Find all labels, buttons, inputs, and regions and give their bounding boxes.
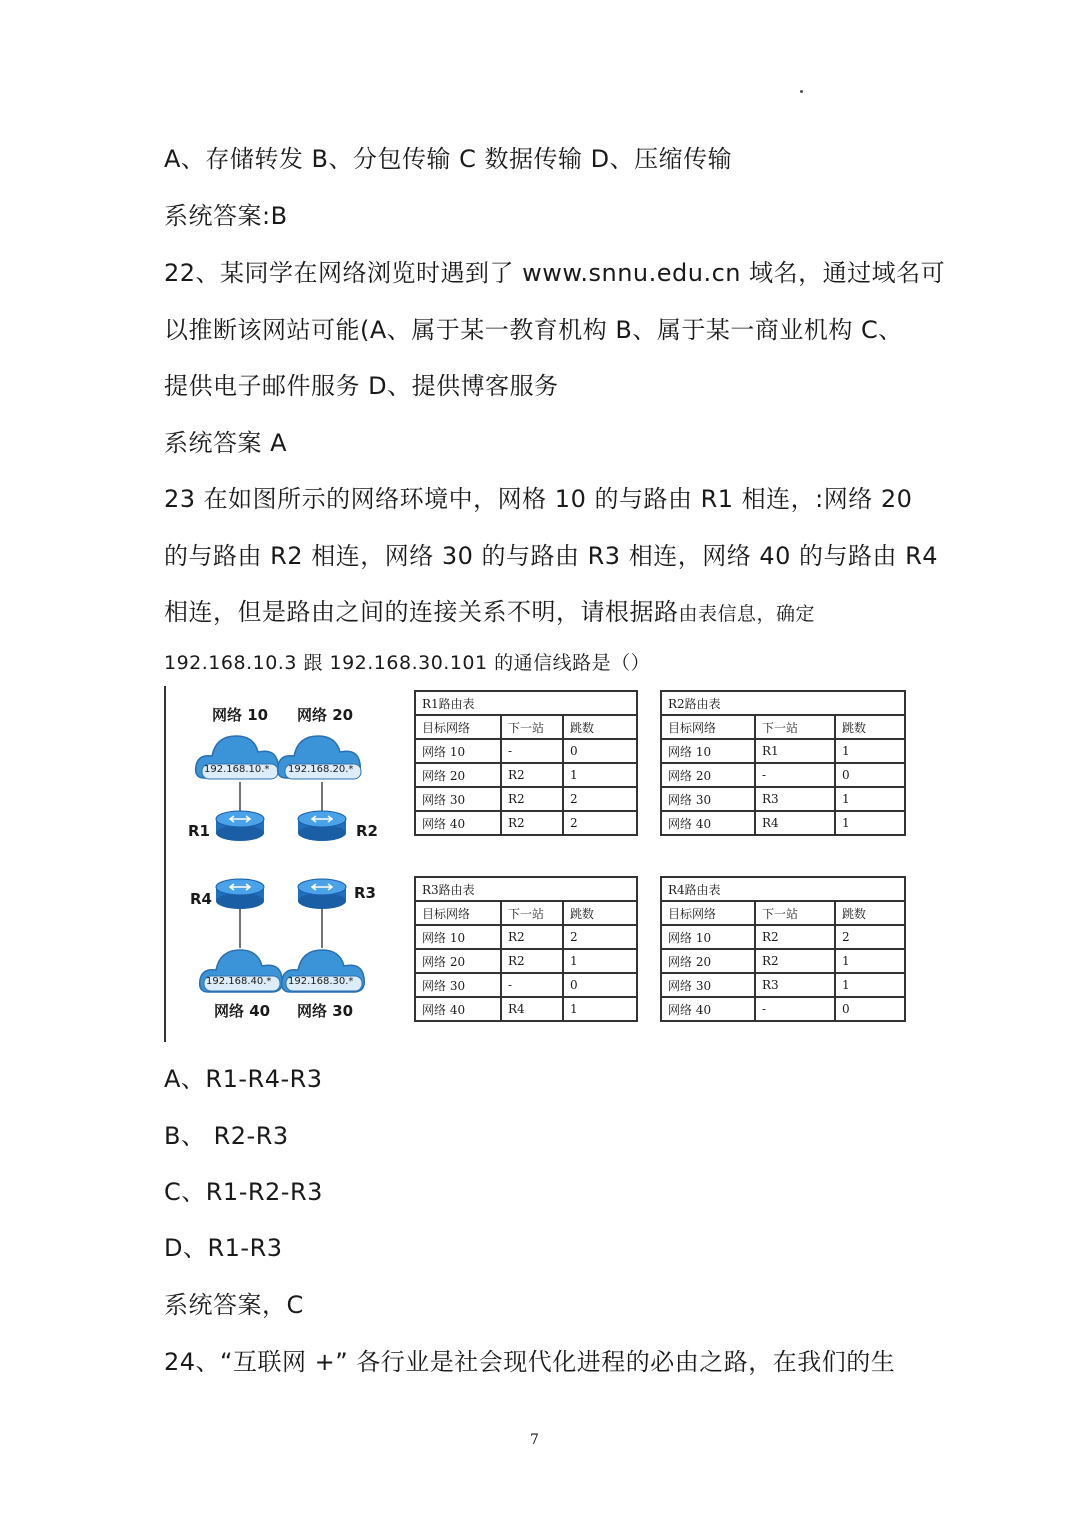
table-cell: 网络 10 xyxy=(415,925,501,949)
router-icon-r4 xyxy=(216,879,264,909)
r2-routing-table xyxy=(660,690,906,836)
q23-option-c: C、R1-R2-R3 xyxy=(164,1178,323,1206)
table-cell: 网络 30 xyxy=(661,973,755,997)
header-cell: 下一站 xyxy=(755,901,835,925)
q23-line-2: 的与路由 R2 相连，网络 30 的与路由 R3 相连，网络 40 的与路由 R4 xyxy=(164,542,939,570)
table-cell: 网络 30 xyxy=(415,973,501,997)
table-cell: 1 xyxy=(563,997,637,1021)
table-cell: R2 xyxy=(755,925,835,949)
q23-option-d: D、R1-R3 xyxy=(164,1234,283,1262)
page-number: 7 xyxy=(530,1432,539,1448)
table-cell: R3 xyxy=(755,973,835,997)
table-cell: 2 xyxy=(563,925,637,949)
table-cell: R1 xyxy=(755,739,835,763)
table-cell: R2 xyxy=(755,949,835,973)
table-cell: 网络 10 xyxy=(415,739,501,763)
table-cell: R2 xyxy=(501,787,563,811)
router-icon-r3 xyxy=(298,879,346,909)
network-figure xyxy=(164,686,914,1046)
q22-line-3: 提供电子邮件服务 D、提供博客服务 xyxy=(164,372,559,400)
router-icon-r1 xyxy=(216,811,264,841)
header-cell: 目标网络 xyxy=(661,901,755,925)
q23-line-3 xyxy=(164,597,815,629)
router-label-r4: R4 xyxy=(190,890,212,908)
router-icon-r2 xyxy=(298,811,346,841)
q21-options: A、存储转发 B、分包传输 C 数据传输 D、压缩传输 xyxy=(164,145,733,173)
router-label-r3: R3 xyxy=(354,884,376,902)
header-cell: 跳数 xyxy=(563,715,637,739)
q23-answer: 系统答案，C xyxy=(164,1291,304,1319)
table-cell: 网络 10 xyxy=(661,739,755,763)
q21-answer: 系统答案:B xyxy=(164,202,288,230)
q23-option-b: B、 R2-R3 xyxy=(164,1122,289,1150)
table-cell: R2 xyxy=(501,763,563,787)
table-cell: 0 xyxy=(563,973,637,997)
table-cell: 0 xyxy=(835,997,905,1021)
table-cell: - xyxy=(755,763,835,787)
table-cell: - xyxy=(755,997,835,1021)
table-cell: R3 xyxy=(755,787,835,811)
table-cell: 网络 30 xyxy=(415,787,501,811)
table-cell: R4 xyxy=(755,811,835,835)
net30-label: 网络 30 xyxy=(297,1002,354,1020)
net20-ip: 192.168.20.* xyxy=(288,764,354,775)
net20-label: 网络 20 xyxy=(297,706,354,724)
header-cell: 下一站 xyxy=(501,901,563,925)
header-cell: 目标网络 xyxy=(415,715,501,739)
r2-table-title: R2路由表 xyxy=(661,691,905,715)
table-cell: - xyxy=(501,739,563,763)
r4-table-title: R4路由表 xyxy=(661,877,905,901)
q23-line-4: 192.168.10.3 跟 192.168.30.101 的通信线路是（） xyxy=(164,652,651,674)
header-cell: 跳数 xyxy=(563,901,637,925)
table-cell: 网络 20 xyxy=(415,949,501,973)
table-cell: - xyxy=(501,973,563,997)
table-cell: R2 xyxy=(501,925,563,949)
network-diagram xyxy=(164,686,404,1046)
table-cell: 网络 40 xyxy=(661,997,755,1021)
q23-line-3b: 由表信息，确定 xyxy=(678,603,816,625)
table-cell: 1 xyxy=(835,739,905,763)
header-cell: 跳数 xyxy=(835,901,905,925)
q23-line-3a: 相连，但是路由之间的连接关系不明，请根据路 xyxy=(164,598,679,626)
table-cell: 1 xyxy=(563,949,637,973)
r1-table-title: R1路由表 xyxy=(415,691,637,715)
table-cell: R2 xyxy=(501,811,563,835)
r1-routing-table xyxy=(414,690,638,836)
r4-routing-table xyxy=(660,876,906,1022)
table-cell: 1 xyxy=(563,763,637,787)
table-cell: 网络 40 xyxy=(661,811,755,835)
header-cell: 目标网络 xyxy=(415,901,501,925)
q22-line-2: 以推断该网站可能(A、属于某一教育机构 B、属于某一商业机构 C、 xyxy=(164,316,903,344)
table-cell: 网络 30 xyxy=(661,787,755,811)
q24-line-1: 24、“互联网 +” 各行业是社会现代化进程的必由之路，在我们的生 xyxy=(164,1348,896,1376)
header-cell: 下一站 xyxy=(501,715,563,739)
q23-option-a: A、R1-R4-R3 xyxy=(164,1065,323,1093)
header-cell: 跳数 xyxy=(835,715,905,739)
table-cell: 2 xyxy=(563,811,637,835)
q22-answer: 系统答案 A xyxy=(164,429,288,457)
net40-label: 网络 40 xyxy=(214,1002,271,1020)
table-cell: 2 xyxy=(835,925,905,949)
table-cell: 网络 10 xyxy=(661,925,755,949)
router-label-r1: R1 xyxy=(188,822,210,840)
q23-line-1: 23 在如图所示的网络环境中，网格 10 的与路由 R1 相连，:网络 20 xyxy=(164,485,913,513)
net40-ip: 192.168.40.* xyxy=(206,976,272,987)
speck-dot xyxy=(800,90,803,93)
table-cell: 0 xyxy=(835,763,905,787)
header-cell: 目标网络 xyxy=(661,715,755,739)
table-cell: 1 xyxy=(835,811,905,835)
table-cell: 2 xyxy=(563,787,637,811)
table-cell: 网络 40 xyxy=(415,811,501,835)
header-cell: 下一站 xyxy=(755,715,835,739)
net30-ip: 192.168.30.* xyxy=(288,976,354,987)
r3-table-title: R3路由表 xyxy=(415,877,637,901)
table-cell: 网络 20 xyxy=(415,763,501,787)
table-cell: R2 xyxy=(501,949,563,973)
table-cell: 网络 40 xyxy=(415,997,501,1021)
router-label-r2: R2 xyxy=(356,822,378,840)
r3-routing-table xyxy=(414,876,638,1022)
table-cell: 1 xyxy=(835,949,905,973)
table-cell: 1 xyxy=(835,787,905,811)
net10-ip: 192.168.10.* xyxy=(204,764,270,775)
table-cell: 1 xyxy=(835,973,905,997)
table-cell: 网络 20 xyxy=(661,763,755,787)
table-cell: R4 xyxy=(501,997,563,1021)
net10-label: 网络 10 xyxy=(212,706,269,724)
table-cell: 网络 20 xyxy=(661,949,755,973)
q22-line-1: 22、某同学在网络浏览时遇到了 www.snnu.edu.cn 域名，通过域名可 xyxy=(164,259,946,287)
table-cell: 0 xyxy=(563,739,637,763)
